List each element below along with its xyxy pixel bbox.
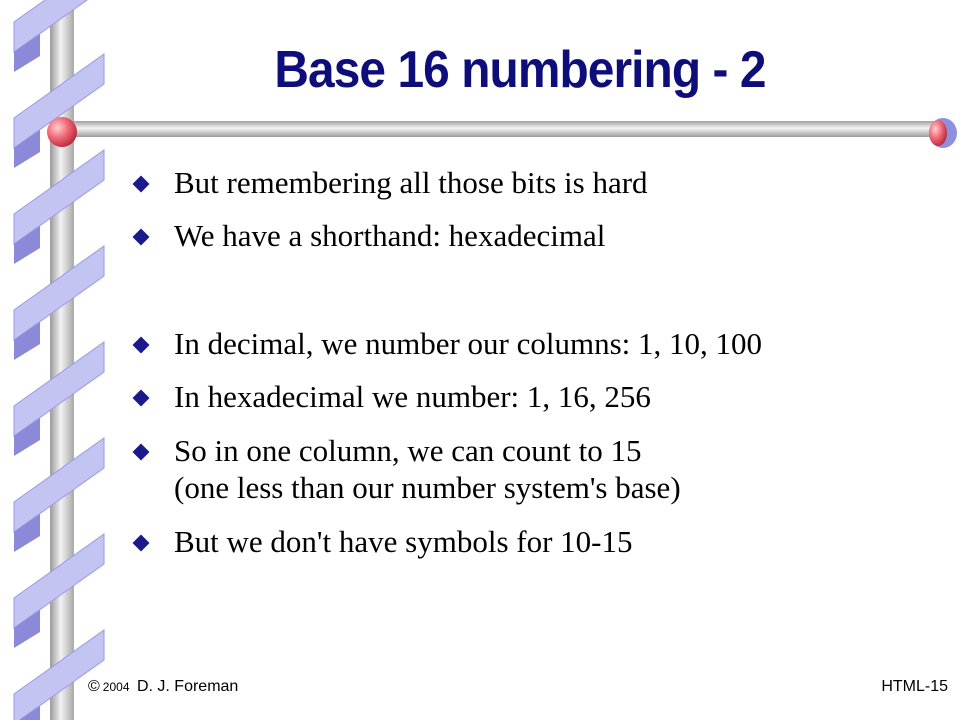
bullet-text: But remembering all those bits is hard (174, 165, 648, 200)
bullet-text: But we don't have symbols for 10-15 (174, 524, 633, 559)
bullet-text: In decimal, we number our columns: 1, 10, 100 (174, 326, 763, 361)
junction-ball (47, 117, 77, 147)
bullet-text: We have a shorthand: hexadecimal (174, 218, 606, 253)
footer-author: D. J. Foreman (136, 678, 239, 695)
footer-year: 2004 (102, 680, 130, 694)
bullet-text: So in one column, we can count to 15 (174, 433, 642, 468)
footer-slide-id: HTML-15 (881, 678, 948, 695)
footer-copyright (88, 678, 238, 696)
slide-title: Base 16 numbering - 2 (274, 41, 766, 99)
copyright-symbol: © (88, 678, 100, 695)
title-underline-bar (64, 121, 946, 137)
bar-end-cap (929, 118, 957, 148)
bullet-text: In hexadecimal we number: 1, 16, 256 (174, 379, 651, 414)
bullet-continuation-text: (one less than our number system's base) (174, 470, 681, 505)
